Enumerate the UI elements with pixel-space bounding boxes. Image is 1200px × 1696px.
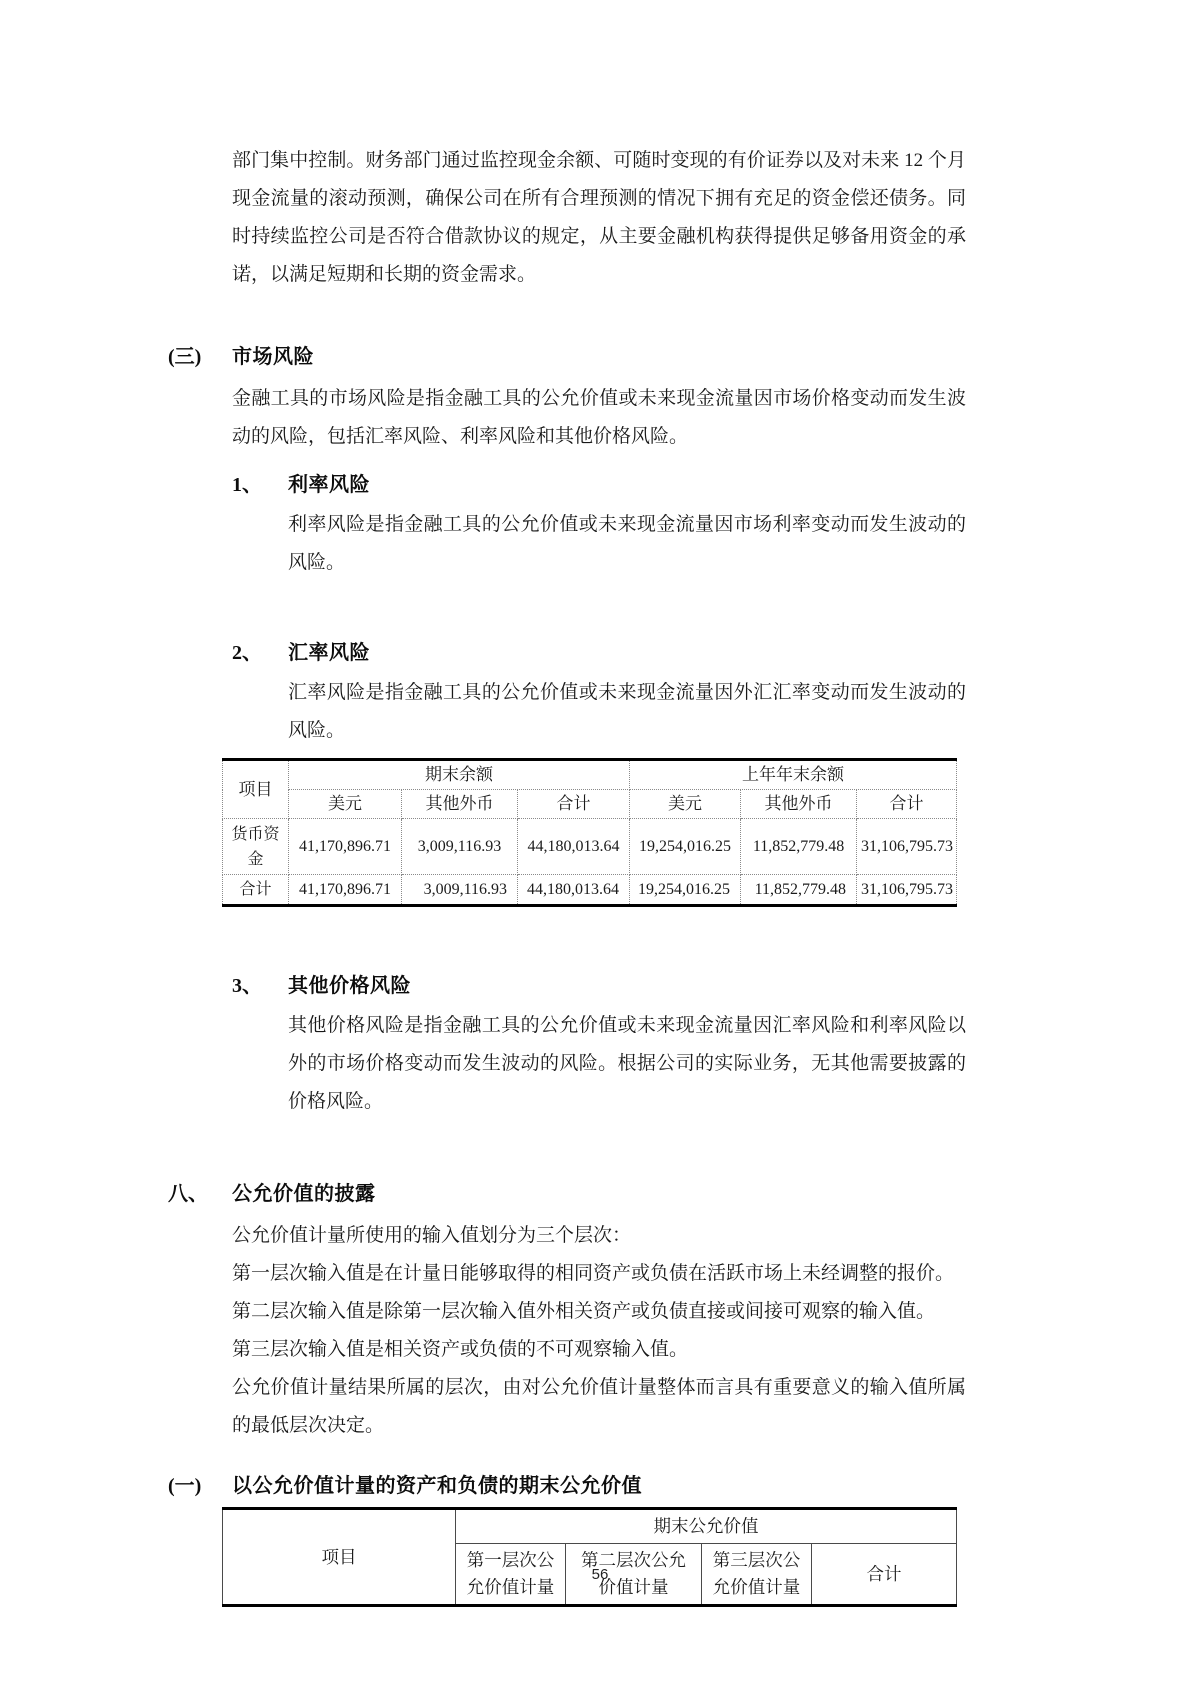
section-fair-value-heading <box>168 1179 968 1209</box>
fair-value-p4: 第三层次输入值是相关资产或负债的不可观察输入值。 <box>232 1339 689 1360</box>
table-row-cash <box>223 819 957 875</box>
item-number: 1、 <box>232 474 262 496</box>
other-price-risk-body: 其他价格风险是指金融工具的公允价值或未来现金流量因汇率风险和利率风险以外的市场价格变动而发生波动的风险。根据公司的实际业务，无其他需要披露的价格风险。 <box>288 1015 966 1112</box>
item-number: 3、 <box>232 975 262 997</box>
exchange-rate-risk-body: 汇率风险是指金融工具的公允价值或未来现金流量因外汇汇率变动而发生波动的风险。 <box>288 682 966 741</box>
exchange-rate-risk-heading <box>232 638 968 668</box>
interest-rate-risk-body: 利率风险是指金融工具的公允价值或未来现金流量因市场利率变动而发生波动的风险。 <box>288 514 966 573</box>
col-header-other-currency: 其他外币 <box>741 790 857 819</box>
cell-value: 3,009,116.93 <box>402 875 518 906</box>
cell-value: 31,106,795.73 <box>857 819 957 875</box>
subsection-number: (一) <box>168 1475 202 1497</box>
col-header-total: 合计 <box>812 1544 957 1606</box>
col-header-item: 项目 <box>223 1509 456 1606</box>
item-title: 利率风险 <box>288 474 370 496</box>
other-price-risk-heading <box>232 971 968 1001</box>
cell-value: 41,170,896.71 <box>289 819 402 875</box>
market-risk-intro: 金融工具的市场风险是指金融工具的公允价值或未来现金流量因市场价格变动而发生波动的风险，包括汇率风险、利率风险和其他价格风险。 <box>232 388 966 447</box>
section-title: 市场风险 <box>232 346 314 368</box>
fair-value-p1: 公允价值计量所使用的输入值划分为三个层次： <box>232 1225 632 1246</box>
row-label: 货币资金 <box>223 819 289 875</box>
col-header-item: 项目 <box>223 760 289 819</box>
page-number: 56 <box>591 1566 609 1583</box>
cell-value: 31,106,795.73 <box>857 875 957 906</box>
col-header-total: 合计 <box>518 790 630 819</box>
fair-value-p2: 第一层次输入值是在计量日能够取得的相同资产或负债在活跃市场上未经调整的报价。 <box>232 1263 955 1284</box>
cell-value: 11,852,779.48 <box>741 875 857 906</box>
group-header-fair-value: 期末公允价值 <box>456 1509 957 1544</box>
cell-value: 41,170,896.71 <box>289 875 402 906</box>
table-group-header-row <box>223 1509 957 1544</box>
cell-value: 44,180,013.64 <box>518 875 630 906</box>
item-number: 2、 <box>232 642 262 664</box>
cell-value: 11,852,779.48 <box>741 819 857 875</box>
cell-value: 3,009,116.93 <box>402 819 518 875</box>
col-header-level1: 第一层次公允价值计量 <box>456 1544 566 1606</box>
section-market-risk-heading <box>168 342 968 372</box>
section-number: 八、 <box>168 1183 208 1205</box>
col-header-usd: 美元 <box>289 790 402 819</box>
col-header-level2: 第二层次公允价值计量 <box>566 1544 702 1606</box>
col-header-total: 合计 <box>857 790 957 819</box>
liquidity-risk-paragraph: 部门集中控制。财务部门通过监控现金余额、可随时变现的有价证券以及对未来 12 个月现金流量的滚动预测，确保公司在所有合理预测的情况下拥有充足的资金偿还债务。同时持续监控公司是否符合借款协议的规定，从主要金融机构获得提供足够备用资金的承诺，以满足短期和长期的资金需求。 <box>232 150 966 285</box>
col-header-other-currency: 其他外币 <box>402 790 518 819</box>
fair-value-p3: 第二层次输入值是除第一层次输入值外相关资产或负债直接或间接可观察的输入值。 <box>232 1301 936 1322</box>
interest-rate-risk-heading <box>232 470 968 500</box>
fair-value-table <box>222 1507 957 1607</box>
section-number: (三) <box>168 346 202 368</box>
cell-value: 44,180,013.64 <box>518 819 630 875</box>
subsection-title: 以公允价值计量的资产和负债的期末公允价值 <box>232 1475 642 1497</box>
row-label: 合计 <box>223 875 289 906</box>
cell-value: 19,254,016.25 <box>630 875 741 906</box>
group-header-current: 期末余额 <box>289 760 630 790</box>
section-title: 公允价值的披露 <box>232 1183 376 1205</box>
page-content <box>168 142 968 1607</box>
subsection-fv-assets-heading <box>168 1471 968 1501</box>
table-row-total <box>223 875 957 906</box>
item-title: 其他价格风险 <box>288 975 411 997</box>
cell-value: 19,254,016.25 <box>630 819 741 875</box>
table-group-header-row <box>223 760 957 790</box>
col-header-usd: 美元 <box>630 790 741 819</box>
fair-value-p5: 公允价值计量结果所属的层次，由对公允价值计量整体而言具有重要意义的输入值所属的最低层次决定。 <box>232 1377 966 1436</box>
table-sub-header-row <box>223 790 957 819</box>
col-header-level3: 第三层次公允价值计量 <box>702 1544 812 1606</box>
group-header-prior: 上年年末余额 <box>630 760 957 790</box>
item-title: 汇率风险 <box>288 642 370 664</box>
currency-balance-table <box>222 758 957 907</box>
